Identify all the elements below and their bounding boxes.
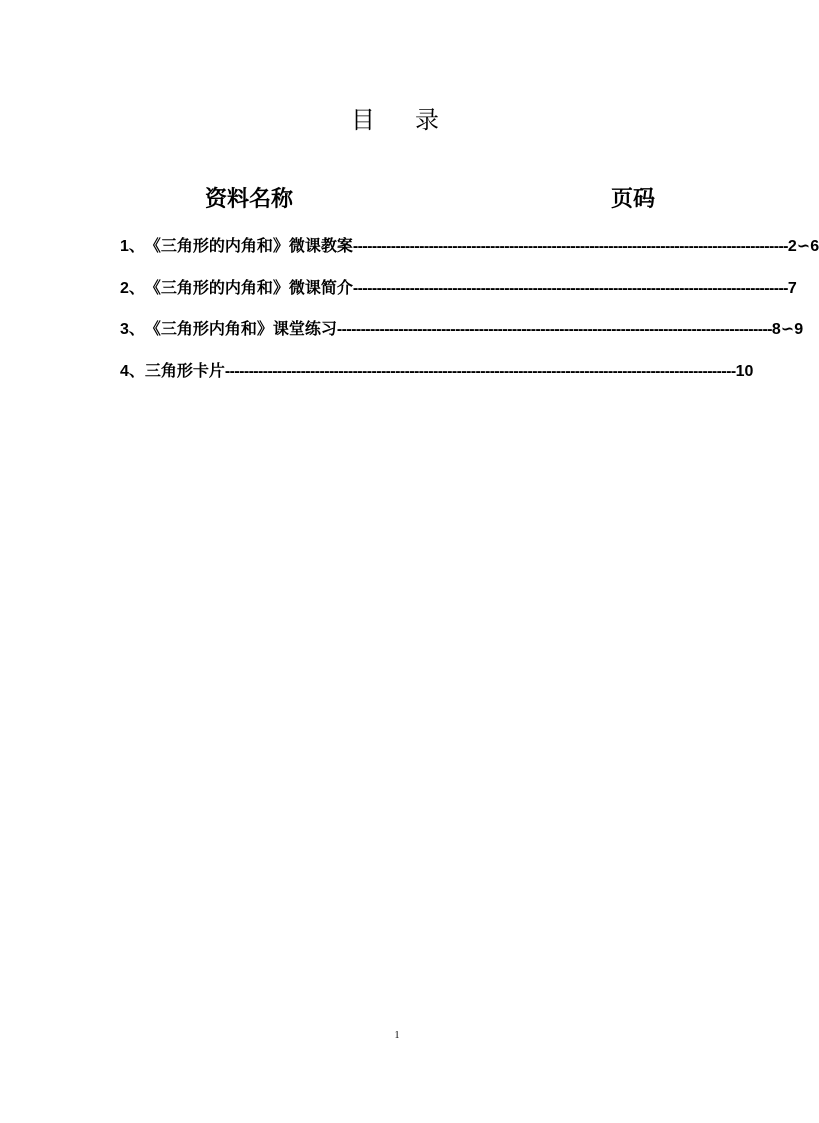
toc-entry-label: 《三角形的内角和》微课简介 [144,278,353,297]
title-char-1: 目 [351,106,379,134]
toc-entry-1 [120,233,819,256]
toc-entry-label: 《三角形内角和》课堂练习 [144,319,337,338]
toc-entry-2 [120,275,797,298]
toc-leader-dashes: -------------------------------------------------------------------------------------------- [352,280,788,297]
toc-entry-label: 三角形卡片 [144,361,225,380]
toc-leader-dashes: -------------------------------------------------------------------------------------------- [336,321,772,338]
toc-entry-pages: 10 [735,363,754,380]
toc-entry-pages: 2∽6 [787,238,819,255]
toc-leader-dashes: ------------------------------------------------------------------------------------------------------------ [224,363,736,380]
toc-entry-number: 2、 [120,280,145,297]
page-title [0,100,794,135]
toc-entry-number: 3、 [120,321,145,338]
toc-entry-label: 《三角形的内角和》微课教案 [144,236,353,255]
page-number: 1 [394,1030,400,1041]
column-header-page: 页码 [611,186,656,212]
toc-entry-number: 1、 [120,238,145,255]
column-header-name: 资料名称 [205,186,294,212]
title-char-2: 录 [415,106,443,134]
toc-entry-pages: 7 [787,280,797,297]
toc-entry-pages: 8∽9 [771,321,804,338]
toc-leader-dashes: -------------------------------------------------------------------------------------------- [352,238,788,255]
toc-entry-number: 4、 [120,363,145,380]
toc-entry-4 [120,358,754,381]
toc-entry-3 [120,316,804,339]
